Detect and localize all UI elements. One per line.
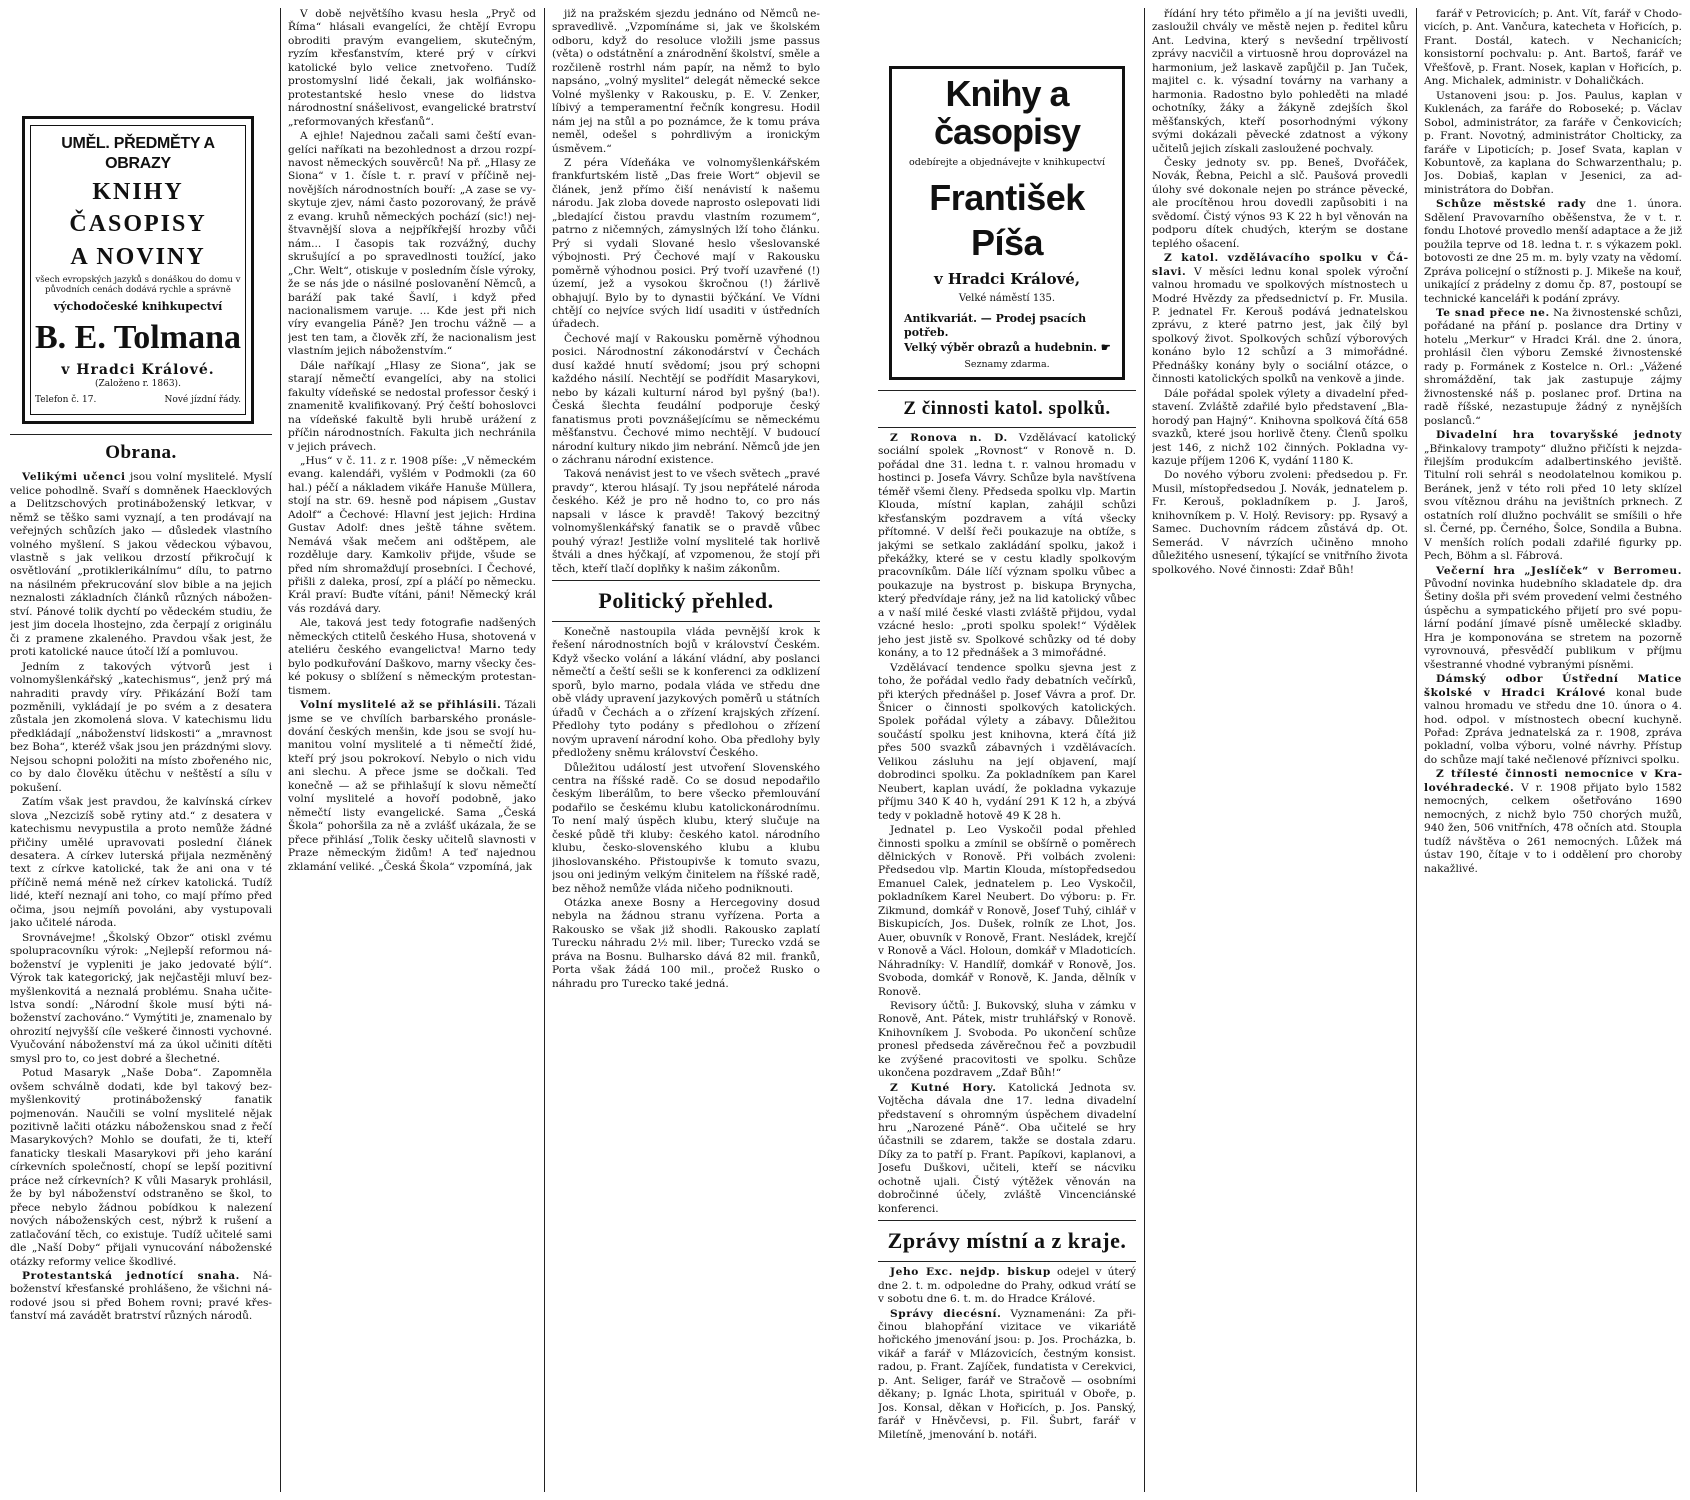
ad-established: (Založeno r. 1863). bbox=[95, 379, 181, 390]
ad-line-magazines: ČASOPISY bbox=[69, 211, 207, 238]
paragraph: V době největšího kvasu hesla „Pryč od Říma“ hlásali evangelíci, že chtějí Evropu obroditi pravým evangeliem, skutečným, ryzím křesťanstvím, které prý v církvi katolické bylo velice znetvořeno. Tudíž prostomyslní lidé čekali, jak wolfiánsko-protestantské heslo vnese do lidstva národnostní snášelivost, evangelické bratrství „reformovaných křesťanů“. bbox=[288, 8, 536, 128]
ad-timetables: Nové jízdní řády. bbox=[164, 394, 241, 405]
pisa-bookshop-advertisement bbox=[889, 66, 1125, 380]
ad-shop-city: v Hradci Králové. bbox=[61, 361, 215, 378]
ad-antiquariat: Antikvariát. — Prodej psacích potřeb. bbox=[904, 311, 1087, 339]
pointing-hand-icon: ☛ bbox=[1100, 340, 1111, 354]
paragraph-lead: Večerní hra „Jeslíček“ v Berromeu. bbox=[1436, 564, 1682, 577]
paragraph: Důležitou událostí jest utvoření Slovenského centra na říšské radě. Co se dosud nepodařilo českým liberálům, to bere všecko přemlouvání podařilo se českému klubu katolickonárodnímu. To není malý úspěch klubu, který slučuje na české půdě tři kluby: českého katol. národního klubu, česko-slovenského klubu a klubu jihoslovanského. Přistoupivše k tomuto svazu, jsou oni jediným velkým činitelem na říšské radě, bez něhož nemůže vláda ničeho podniknouti. bbox=[552, 761, 820, 895]
right-column-3 bbox=[1424, 8, 1682, 1492]
paragraph-text: Vzdělávací katolický sociální spolek „Rovnost“ v Ronově n. D. pořádal dne 31. ledna t. r. valnou hromadu v hostinci p. Josefa Vávry. Schůze byla navštívena téměř všemi členy. Předseda spolku vlp. Martin Klouda, místní kaplan, zahájil schůzi křesťanským pozdravem a vítá všecky přítomné. V delší řeči poukazuje na obtíže, s jakými se setkalo zakládání spolku, jakož i překážky, které se v cestu kladly spolkovým pracovníkům. Dále líčí význam spolku vůbec a poukazuje na bystrost p. biskupa Brynycha, který předvídaje rány, jež na lid katolický vůbec a v naší milé české vlasti zvláště přijdou, vydal vzácné heslo: „proti spolku spolek!“ Výdělek jeho jest jistě sv. Spolkové schůzky od té doby konány, a to 12 přednášek a 3 mimořádné. bbox=[878, 431, 1136, 660]
left-column-1 bbox=[10, 8, 272, 1492]
paragraph-text: odejel v úterý dne 2. t. m. odpoledne do Prahy, odkud vrátí se v sobotu dne 6. t. m. do Hradce Králové. bbox=[878, 1266, 1136, 1306]
ad-inner-frame bbox=[30, 125, 246, 415]
paragraph-lead: Velikými učenci bbox=[22, 471, 126, 484]
ad-shop-city: v Hradci Králové, bbox=[933, 270, 1081, 289]
paragraph: Revisory účtů: J. Bukovský, sluha v zámku v Ronově, Ant. Pátek, mistr truhlářský v Ronově. Knihovníkem J. Svoboda. Po ukončení schůze pronesl předseda závěrečnou řeč a povzbudil ke zvýšené pracovitosti ve spolku. Schůze ukončena pozdravem „Zdař Bůh!“ bbox=[878, 999, 1136, 1080]
paragraph-text: Na živnostenské schůzi, pořádané na přání p. poslance dra Drtiny v hotelu „Merkur“ v Hradci Král. dne 2. února, prohlásil člen výboru Zemské živnostenské rady p. Formánek z Kostelce n. Orl.: „Vážené shromáždění, tak jak zastupuje zájmy živnostenské náš p. poslanec prof. Drtina na radě říšské, nezastupuje žádný z nynějších poslanců.“ bbox=[1424, 306, 1682, 427]
paragraph bbox=[1424, 307, 1682, 428]
left-column-2 bbox=[288, 8, 536, 1492]
paragraph: Konečně nastoupila vláda pevnější krok k řešení národnostních bojů v království Českém. Když všecko volání a lákání vládní, aby poslanci němečtí a čeští sešli se k konferenci za odklizení sporů, bylo marno, podala vláda ve středu dne obě vlády upravení jazykových poměrů u státních úřadů v Čechách a o zřízení krajských zřízení. Předlohy tyto podány s předlohou o zřízení novým upravení národní koho. Oba předlohy byly předloženy sněmu království Českého. bbox=[552, 625, 820, 760]
divider bbox=[552, 621, 820, 622]
divider bbox=[878, 427, 1136, 428]
paragraph: Zatím však jest pravdou, že kalvínská církev slova „Nezcizíš sobě rytiny atd.“ z desatera v katechismu nevypustila a proto nemůže žádné přičiny umělé upravovati poslední článek desatera. A církev luterská přijala nezměněný text z církve katolické, tak že ani ona v té příčině nemá méně než církev katolická. Tudíž lidé, kteří neznají ani toho, co mají přímo před očima, jsou nejmíň povoláni, aby vystupovali jako učitelé národa. bbox=[10, 796, 272, 930]
divider bbox=[10, 434, 272, 435]
paragraph-lead: Z Ronova n. D. bbox=[890, 431, 1008, 444]
paragraph-lead: Dámský odbor Ústřední Matice školské v Hradci Králové bbox=[1424, 673, 1682, 699]
article-title-politicky-prehled: Politický přehled. bbox=[598, 588, 774, 614]
paragraph-lead: Jeho Exc. nejdp. biskup bbox=[890, 1266, 1051, 1279]
divider bbox=[878, 390, 1136, 391]
paragraph: Dále pořádal spolek výlety a divadelní představení. Zvláště zdařilé bylo představení „Blahorodý pan Hajný“. Knihovna spolková čítá 658 svazků, které jsou horlivě čteny. Členů spolku jest 146, z nichž 102 činných. Pokladna vykazuje příjem 1206 K, vydání 1180 K. bbox=[1152, 387, 1408, 467]
paragraph-lead: Schůze městské rady bbox=[1436, 198, 1586, 211]
paragraph-text: V r. 1908 přijato bylo 1582 nemocných, celkem ošetřováno 1690 nemocných, z nichž bylo 750 chorých mužů, 940 žen, 506 vnitřních, 478 očních atd. Stoupla tudíž návštěva o 261 nemocných. Lůžek má ústav 190, čítaje v to i oddělení pro choroby nakažlivé. bbox=[1424, 781, 1682, 875]
paragraph bbox=[878, 432, 1136, 661]
paragraph-text: dne 1. února. Sdělení Pravovarního oběšenstva, že v t. r. fondu Lhotové provedlo menší adaptace a že již použila teprve od 18. ledna t. r. s výkazem pokl. botovosti ze dne 25 m. m. byly vzaty na vědomí. Zpráva policejní o stížnosti p. J. Mikeše na kouř, unikající z prádelny z domu čp. 87, postoupí se technické kanceláři k podání zprávy. bbox=[1424, 198, 1682, 305]
paragraph-text: Původní novinka hudebního skladatele dp. dra Šetiny došla při svém provedení velmi čestného úspěchu a sympatického přijetí pro své populární podání jímavé písně umělecké skladby. Hra je komponována se stretem na pozorně vyrovnouvá, přesvědčí publikum v příjmu všestranné vhodné vybranými písněmi. bbox=[1424, 578, 1682, 671]
paragraph: Ale, taková jest tedy fotografie nadšených německých ctitelů českého Husa, shotovená v ateliéru českého evangelictva! Marno tedy bylo podkuřování Daškovo, marny všecky české pokusy o sblížení s německým protestantismem. bbox=[288, 617, 536, 697]
article-title-zpravy-mistni: Zprávy místní a z kraje. bbox=[887, 1228, 1127, 1254]
paragraph-text: jsou volní myslitelé. Myslí velice pohodlně. Svaří s domněnek Haecklových a Delitzschových protináboženský letkvar, v němž se těško sami vyznají, a ten prodávají na veřejných schůzích jako — důsledek vlastního volného myšlení. S jakou vědeckou výbavou, vlastně s jak velikou drzostí přikročují k osvětlování „protiklerikálnímu“ dílu, to patrno na násilném překrucování slov bible a na jejich neznalosti základních článků různých náboženství. Pánové tolik dychtí po vědeckém studiu, že jest jim docela lhostejno, zda čerpají z originálu či z pramene zkaleného. Pravdou však jest, že proti katolické nauce útočí lží a pomluvou. bbox=[10, 471, 272, 659]
paragraph: Jedním z takových výtvorů jest i volnomyšlenkářský „katechismus“, jenž prý má nahraditi pravdy víry. Přikázání Boží tam pozměnili, vykládají je po svém a z desatera zůstala jen zkomolená slova. V katechismu lidu předkládají „náboženství lidskosti“ a „mravnost bez Boha“, kteréž však jsou jen prázdnými slovy. Nejsou schopni položiti na místo zbořeného nic, co by dalo člověku útěchu v neštěstí a sílu v pokušení. bbox=[10, 660, 272, 794]
paragraph: již na pražském sjezdu jednáno od Němců nespravedlivě. „Vzpomínáme si, jak ve školském odboru, když do resoluce vložili jsme passus (věta) o odstátnění a znárodnění školství, směle a rozčileně rostrhl nám papír, na němž to bylo napsáno, „volný myslitel“ delegát německé sekce Volné myšlenky v Rakousku, p. E. V. Zenker, líbivý a temperamentní řečník kongresu. Hodil nám jej na stůl a po poznámce, že k tomu práva neměl, odešel s pohrdlivým a ironickým úsměvem.“ bbox=[552, 8, 820, 155]
paragraph-lead: Divadelní hra tovaryšské jednoty bbox=[1436, 429, 1682, 442]
ad-description: všech evropských jazyků s donáškou do domu v původních cenách dodává rychle a správně bbox=[35, 275, 241, 296]
ad-shop-name: B. E. Tolmana bbox=[35, 319, 241, 357]
paragraph: Taková nenávist jest to ve všech světech „pravé pravdy“, kterou hlásají. Ty jsou nepřátelé národa českého. Kéž je pro ně hodno to, co pro nás napsali v lásce k pravdě! Takový bezcitný volnomyšlenkářský fanatik se o pravdě vůbec pouhý výraz! Jestliže volní myslitelé tak horlivě štváli a dnes hýčkají, ať vzpomenou, že stojí při těch, kteří tlačí doplňky k našim zákonům. bbox=[552, 468, 820, 575]
right-newspaper-page bbox=[870, 0, 1690, 1500]
paragraph bbox=[878, 1082, 1136, 1217]
paragraph: Dále naříkají „Hlasy ze Siona“, jak se starají němečtí evangelíci, aby na stolici fakulty vídeňské se nedostal professor český i znamenitě kvalifikovaný. Prý čeští bohoslovci na vídeňské fakultě byli hrubě urážení z příčin národnostních. Fakulta jich nechránila v jejich právech. bbox=[288, 359, 536, 453]
paragraph: Potud Masaryk „Naše Doba“. Zapomněla ovšem schválně dodati, kde byl takový bezmyšlenkovitý protináboženský fanatik pojmenován. Naučili se volní myslitelé nějak pozitivně lačiti otázku náboženskou snad z řečí Masarykových? Mohlo se doufati, že ti, kteří fanaticky tleskali Masarykovi při jeho karání církevních společností, chopí se lepší pozitivní práce než církevních? K vůli Masaryk prohlásil, že by byl náboženství odstraněno se škol, to přece nebylo žádnou pobídkou k nalezení nových náboženských cest, nýbrž k rušení a zatlačování těch, co existuje. Tudíž učitelé sami dle „Naší Doby“ přijali vynucování náboženské otázky reformy velice škodlivé. bbox=[10, 1067, 272, 1268]
paragraph: řídání hry této přimělo a jí na jevišti uvedli, zasloužil chvály ve městě nejen p. ředitel kůru Ant. Ledvina, který s nevšední trpělivostí zprávy nacvičil a virtuosně hrou doprovázel na harmonium, jež laskavě zapůjčil p. Jan Tuček, majitel c. k. výsadní továrny na varhany a harmonia. Radostno bylo pohleděti na mladé ochotníky, žáky a žákyně zdejších škol měšťanských, kteří posorhodnými výkony svými dokázali pěvecké zdatnost a výkony učitelů jejich získali zasloužené pochvaly. bbox=[1152, 8, 1408, 155]
paragraph bbox=[10, 471, 272, 659]
paragraph: Otázka anexe Bosny a Hercegoviny dosud nebyla na žádnou stranu vyřízena. Porta a Rakousko se však již shodli. Rakousko zaplatí Turecku náhradu 2½ mil. liber; Turecko vzdá se práva na Bosnu. Bulharsko dává 82 mil. franků, Porta však žádá 100 mil., pročež Rusko o náhradu pro Turecko také jedná. bbox=[552, 897, 820, 990]
paragraph-text: Katolická Jednota sv. Vojtěcha dávala dne 17. ledna divadelní představení s ohromným úspěchem divadelní hru „Narozené Páně“. Oba učitelé se hry účastnili se zdarem, takže se dostala zdaru. Díky za to patří p. Frant. Papíkovi, kaplanovi, a Josefu Duškovi, učiteli, kteří se nácviku ochotně ujali. Čistý výtěžek věnován na dobročinné účely, zvláště Vincenciánské konferenci. bbox=[878, 1081, 1136, 1215]
article-title-obrana: Obrana. bbox=[105, 442, 177, 464]
paragraph-lead: Správy diecésní. bbox=[890, 1307, 1002, 1320]
paragraph-lead: Volní myslitelé až se přihlásili. bbox=[300, 699, 502, 712]
divider bbox=[878, 1261, 1136, 1262]
left-column-3 bbox=[552, 8, 820, 1492]
ad-address: Velké náměstí 135. bbox=[958, 293, 1056, 305]
paragraph: „Hus“ v č. 11. z r. 1908 píše: „V německém evang. kalendáři, vyšlém v Podmokli (za 60 hal.) péčí a nákladem vikáře Hanuše Müllera, stojí na str. 69. hesně pod nápisem „Gustav Adolf“ a Čechové: Hlavní jest jejich: Hrdina Gustav Adolf: dnes ještě táhne světem. Nemává však mečem ani odštěpem, ale rozděluje dary. Kamkoliv přijde, všude se před ním shromažďují prosebníci. I Čechové, přišli z daleka, prosí, zpí a pláčí po německu. Král praví: Buďte vítáni, páni! Německý král vás rozdává dary. bbox=[288, 454, 536, 615]
column-rule bbox=[544, 8, 545, 1492]
ad-line-newspapers: A NOVINY bbox=[70, 243, 206, 270]
paragraph-lead: Protestantská jednotící snaha. bbox=[22, 1270, 240, 1283]
right-column-2 bbox=[1152, 8, 1408, 1492]
paragraph-lead: Z třílesté činnosti nemocnice v Kralovéhradecké. bbox=[1424, 768, 1682, 794]
paragraph-text: Vyznamenáni: Za přičinou blahopřání vizitace ve vikariátě hořického jmenování jsou: p. Jos. Procházka, b. vikář a farář v Mlázovicích, čestným konsist. radou, p. Frant. Zajíček, fundatista v Cerekvici, p. Ant. Seliger, farář ve Stračově — osobními děkany; p. Ignác Lhota, spirituál v Oboře, p. Jos. Konsal, děkan v Hořicích, p. Jos. Panský, farář v Hněvčevsi, p. Fil. Šubrt, farář v Miletíně, jmenování b. notáři. bbox=[878, 1307, 1136, 1441]
column-rule bbox=[280, 8, 281, 1492]
ad-pictures-music-text: Velký výběr obrazů a hudebnin. bbox=[904, 340, 1098, 354]
column-rule bbox=[1416, 8, 1417, 1492]
divider bbox=[878, 1220, 1136, 1221]
ad-shop-name: František Píša bbox=[929, 176, 1085, 264]
paragraph bbox=[1424, 198, 1682, 306]
paragraph bbox=[1152, 252, 1408, 387]
paragraph: farář v Petrovicích; p. Ant. Vít, farář v Chodovicích, p. Ant. Vančura, katecheta v Hořicích, p. Frant. Dostál, katech. v Nechanicích; konsistorní pochvalu: p. Ant. Bartoš, farář ve Vřešťově, p. Frant. Nosek, kaplan v Hořicích, p. Ang. Michalek, administr. v Dohaličkách. bbox=[1424, 8, 1682, 88]
paragraph bbox=[288, 699, 536, 874]
ad-catalogs: Seznamy zdarma. bbox=[964, 358, 1050, 370]
paragraph-text: konal bude valnou hromadu ve středu dne 10. února o 4. hod. odpol. v místnostech obecní kuchyně. Pořad: Zpráva jednatelská za r. 1908, zpráva pokladní, volba výboru, volné návrhy. Přístup do schůze mají také nečlenové příznivci spolku. bbox=[1424, 686, 1682, 766]
paragraph bbox=[878, 1266, 1136, 1306]
paragraph: Srovnávejme! „Školský Obzor“ otiskl zvému spolupracovníku výrok: „Nejlepší reformou náboženství je vypleniti je jako jedovaté býlí“. Výrok tak kategorický, jak nejčastěji mluví bezmyšlenkovitá a neznalá problému. Snaha učitelstva sondí: „Národní škole musí býti náboženství zachováno.“ Vymýtiti je, znamenalo by ohrozití nejvyšší cíle veškeré činnosti vychovné. Vyučování náboženství má za úkol učiniti dítěti smysl pro to, co jest dobré a šlechetné. bbox=[10, 931, 272, 1065]
paragraph: Z péra Vídeňáka ve volnomyšlenkářském frankfurtském listě „Das freie Wort“ objevil se článek, jenž přímo čiší nenávistí k našemu národu. Jak zloba dovede naprosto oslepovati lidi „bledající čistou pravdu vlastním rozumem“, patrno z ničemných, zámyslných lží toho článku. Prý si vydali Slované heslo všeslovanské výbojnosti. Prý Čechové mají v Rakousku poměrně výhodnou posici. Prý tvoří uzavřené (!) území, jež a vysokou škročnou (!) žárlivě obhajují. Bylo by to dynastii býčkání. Ve Vídni chtějí co nejvíce svých lidí usaditi v ústředních úřadech. bbox=[552, 156, 820, 331]
paragraph-text: „Břinkalovy trampoty“ dlužno přičísti k nejzdařilejším produkcím adalbertinského jeviště. Titulní roli sehrál s neodolatelnou komikou p. Beránek, jenž v této roli před 10 lety sklízel svou vítěznou dráhu na jevištních prknech. Z ostatních rolí dlužno pochválit se smíšili o hře sl. Černé, pp. Černého, Šolce, Sondila a Bubna. V menších rolích podali zdařilé figurky pp. Pech, Böhm a sl. Fábrová. bbox=[1424, 442, 1682, 563]
paragraph: A ejhle! Najednou začali sami čeští evangelíci naříkati na bezohlednost a drzou rozpínavost německých souvěrců! Na př. „Hlasy ze Siona“ v 1. čísle t. r. praví v příčině nejnovějších národnostních bouří: „A zase se vyskytuje zjev, námi často pozorovaný, že právě z evang. kruhů německých pochází (sic!) nejštvavnější slova a nejpříkřejší hrozby vůči nám... I časopis tak rozvážný, duchy skrušující a po spravedlnosti toužící, jako „Chr. Welt“, otiskuje v posledním čísle výroky, že se nás jde o násilné poslovanění Němců, a baráží pak také Šavlí, i když před nacionalismem varuje. ... Kde jest při nich víry evangelia Páně? Jen trochu vážně — a jest ten tam, a člověk zří, že nacionalism jest vlastním jejich náboženstvím.“ bbox=[288, 130, 536, 358]
paragraph bbox=[878, 1308, 1136, 1443]
paragraph bbox=[1424, 429, 1682, 564]
right-column-1 bbox=[878, 8, 1136, 1492]
ad-shop-type: východočeské knihkupectví bbox=[53, 300, 223, 314]
paragraph-text: Tázali jsme se ve chvílích barbarského pronásledování českých menšin, kde jsou se svojí humanitou volní myslitelé a ti němečtí židé, kteří prý jsou pokrokoví. Nebylo o nich vidu ani slechu. A přece jsme se dočkali. Teď konečně — až se přihlašují k slovu němečtí volní myslitelé a hovoří podobně, jako němečtí listy evangelické. Sama „Česká Škola“ pohoršila za ně a zvlášť ukázala, že se přece přihlásí „Tolik česky učitelů slavnosti v Praze německým židům! A teď najednou zklamání veliké. „Česká Škola“ vzpomíná, jak bbox=[288, 699, 536, 873]
paragraph: Česky jednoty sv. pp. Beneš, Dvořáček, Novák, Řebna, Peichl a slč. Paušová provedli úlohy své dokonale nejen po stránce pěvecké, ale procítěnou hrou dovedli zapůsobiti i na svědomí. Čistý výnos 93 K 22 h byl věnován na podporu dítek chudých, kterým se dostane teplého ošacení. bbox=[1152, 156, 1408, 250]
paragraph: Čechové mají v Rakousku poměrně výhodnou posici. Národnostní zákonodárství v Čechách dusí každé hnutí svědomí; jsou prý schopni každého násilí. Nechtějí se podřídit Masarykovi, nebo by kázali kulturní národ byl pyšný (ba!). Česká šlechta feudální podporuje český fanatismus proti povznášejícímu se německému měšťanstvu. Čechové mimo nechtějí. V budoucí národní kultury nikdo jim nebrání. Němců jde jen o záchranu národní existence. bbox=[552, 332, 820, 466]
paragraph-lead: Z Kutné Hory. bbox=[890, 1081, 997, 1094]
ad-line-books: KNIHY bbox=[92, 178, 184, 205]
ad-phone: Telefon č. 17. bbox=[35, 394, 97, 405]
paragraph bbox=[1424, 565, 1682, 673]
paragraph-text: V měsíci lednu konal spolek výroční valnou hromadu ve spolkových místnostech u Modré Hvězdy za předsednictví p. Fr. Musila. P. jednatel Fr. Kerouš podává jednatelskou zprávu, z které patrno jest, jak čilý byl spolkový život. Spolkových schůzí výborových konáno bylo 12 schůzí a 3 mimořádné. Přednášky konány byly o sociální otázce, o činnosti katolických spolků na venkově a jinde. bbox=[1152, 265, 1408, 386]
ad-footer bbox=[35, 395, 241, 406]
paragraph: Do nového výboru zvoleni: předsedou p. Fr. Musil, místopředsedou J. Novák, jednatelem p. Fr. Kerouš, pokladníkem p. J. Jaroš, knihovníkem p. V. Holý. Revisory: pp. Rysavý a Samec. Duchovním rádcem zůstává dp. Ot. Semerád. V návrzích učiněno mnoho důležitého usnesení, týkající se vnitřního života spolkového. Nové činnosti: Zdař Bůh! bbox=[1152, 469, 1408, 576]
paragraph-text: Náboženství křesťanské prohlášeno, že všichni národové jsou si před Bohem rovni; pravé křesťanství má zavádět bratrství různých národů. bbox=[10, 1270, 272, 1323]
ad-subtitle: odebírejte a objednávejte v knihkupectví bbox=[909, 156, 1105, 168]
ad-title: Knihy a časopisy bbox=[933, 73, 1081, 152]
ad-pictures-music bbox=[898, 341, 1116, 355]
paragraph-lead: Z katol. vzdělávacího spolku v Čáslavi. bbox=[1152, 252, 1408, 278]
column-rule bbox=[1144, 8, 1145, 1492]
paragraph: Ustanoveni jsou: p. Jos. Paulus, kaplan v Kuklenách, za faráře do Roboseké; p. Václav Sobol, administrátor, za faráře v Čenkovicích; p. Frant. Novotný, administrátor Cholticky, za faráře v Lipoticích; p. Josef Svata, kaplan v Kobuntově, za kaplana do Schwarzenthalu; p. Jos. Dobiaš, kaplan v Jesenici, za administrátora do Dobřan. bbox=[1424, 89, 1682, 196]
paragraph: Jednatel p. Leo Vyskočil podal přehled činnosti spolku a zmínil se obšírně o poměrech dělnických v Ronově. Při volbách zvoleni: Předsedou vlp. Martin Klouda, místopředsedou Emanuel Calek, jednatelem p. Leo Vyskočil, pokladníkem Karel Neubert. Do výboru: p. Fr. Zikmund, domkář v Ronově, Josef Tuhý, cihlář v Biskupicích, Jos. Dušek, rolník ze Lhot, Jos. Auer, obuvník v Ronově, Frant. Nesládek, krejčí v Ronově a Václ. Holoun, domkář v Mladoticích. Náhradníky: V. Handlíř, domkář v Ronově, Jos. Svoboda, domkář v Ronově, K. Janda, dělník v Ronově. bbox=[878, 824, 1136, 998]
paragraph-lead: Te snad přece ne. bbox=[1436, 306, 1550, 319]
page-gutter bbox=[830, 0, 870, 1500]
paragraph bbox=[1424, 673, 1682, 767]
paragraph: Vzdělávací tendence spolku sjevna jest z toho, že pořádal vedlo řady debatních večírků, při kterých přednášel p. Josef Vávra a prof. Dr. Šnicer o činnosti spolkových katolických. Spolek pořádal výlety a zábavy. Důležitou součástí spolku jest knihovna, která čítá již přes 500 svazků zábavných i vzdělávacích. Velikou zásluhu na její objavení, mají dobrodinci spolku. Za pokladníkem pan Karel Neubert, kaplan uvádí, že pokladna vykazuje příjmu 340 K 40 h, vydání 291 K 12 h, a zbývá tedy v pokladně hotově 49 K 28 h. bbox=[878, 661, 1136, 822]
left-newspaper-page bbox=[0, 0, 830, 1500]
article-title-z-cinnosti-spolku: Z činnosti katol. spolků. bbox=[903, 397, 1111, 419]
ad-line-art-objects: UMĚL. PŘEDMĚTY A OBRAZY bbox=[61, 135, 215, 173]
paragraph bbox=[10, 1270, 272, 1324]
paragraph bbox=[1424, 768, 1682, 876]
tolman-bookshop-advertisement bbox=[22, 116, 254, 424]
divider bbox=[552, 580, 820, 581]
